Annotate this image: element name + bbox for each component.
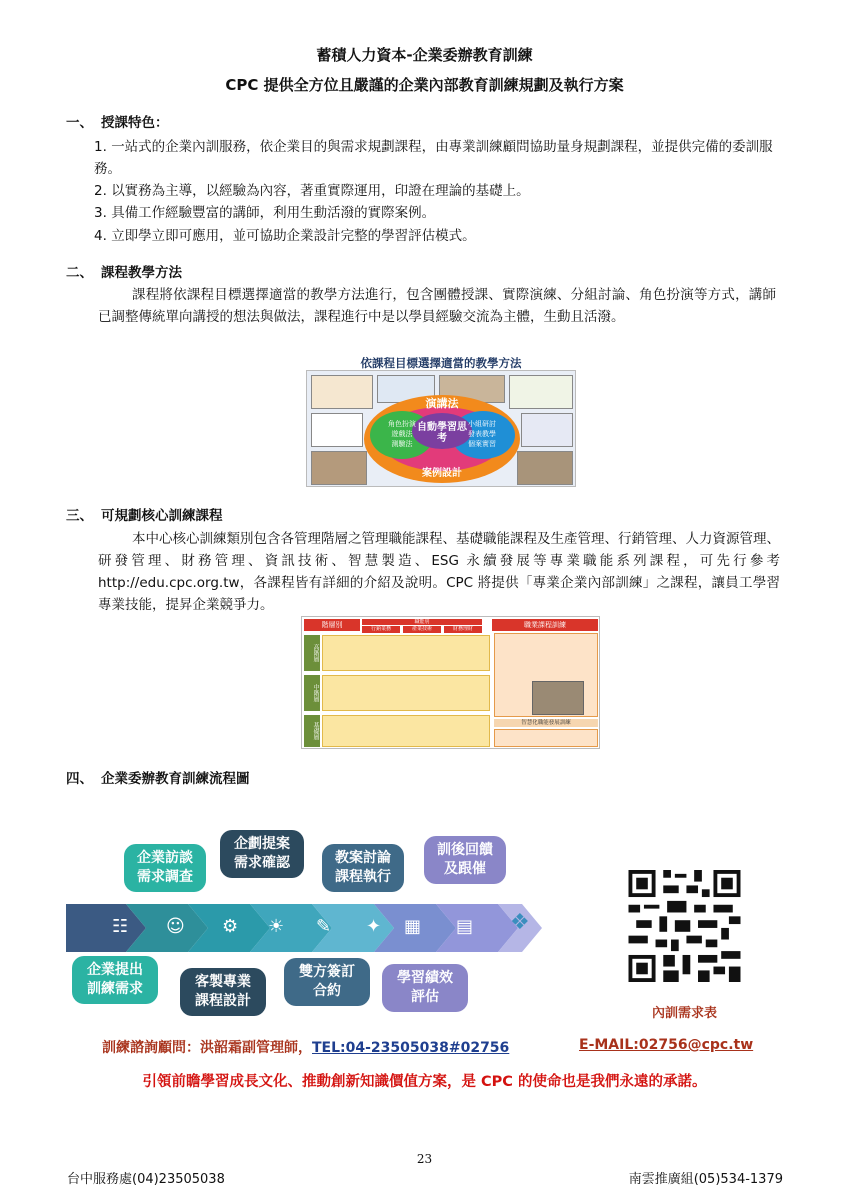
idea-icon: ☀ xyxy=(268,916,285,937)
list-item: 3. 具備工作經驗豐富的講師，利用生動活潑的實際案例。 xyxy=(94,205,436,221)
figure-bottom-label: 案例設計 xyxy=(422,468,462,479)
wifi-people-icon: ❖ xyxy=(510,910,530,935)
report-icon: ▤ xyxy=(456,916,474,937)
figure-top-label: 演講法 xyxy=(425,397,459,410)
figure-right-labels: 小組研討 發表教學 個案實習 xyxy=(468,420,496,448)
tel-link[interactable]: TEL:04-23505038#02756 xyxy=(312,1040,510,1056)
core-courses-figure: 階層別 職能別 行銷業務 產業技術 財務理財 職業課程訓練 高階層 中階層 基礎層 智慧化職能發展訓練 xyxy=(301,616,600,749)
section2-heading: 二、 課程教學方法 xyxy=(66,265,182,281)
section1-number: 一、 xyxy=(66,115,93,131)
training-flow-chart xyxy=(66,830,566,1020)
footer-left: 台中服務處(04)23505038 xyxy=(67,1172,225,1187)
people-icon: ☺ xyxy=(166,916,185,937)
network-icon: ✦ xyxy=(366,916,382,937)
list-item: 2. 以實務為主導，以經驗為內容，著重實際運用，印證在理論的基礎上。 xyxy=(94,183,530,199)
figure2-header-mid: 職能別 xyxy=(362,619,482,625)
figure-left-labels: 角色扮演 遊戲法 測驗法 xyxy=(388,420,416,448)
mission-statement: 引領前瞻學習成長文化、推動創新知識價值方案，是 CPC 的使命也是我們永遠的承諾。 xyxy=(142,1074,707,1090)
contact-label: 訓練諮詢顧問：洪韶霜副管理師， xyxy=(102,1040,312,1056)
section4-title: 企業委辦教育訓練流程圖 xyxy=(101,771,250,787)
level-high: 高階層 xyxy=(304,635,320,671)
flow-step-contract: 雙方簽訂 合約 xyxy=(284,958,370,1006)
flow-step-visit: 企業訪談 需求調查 xyxy=(124,844,206,892)
course-grid-base xyxy=(322,715,490,747)
qr-caption: 內訓需求表 xyxy=(651,1006,717,1021)
flow-step-design: 客製專業 課程設計 xyxy=(180,968,266,1016)
figure2-header-right: 職業課程訓練 xyxy=(492,619,598,631)
level-base: 基礎層 xyxy=(304,715,320,747)
section2-title: 課程教學方法 xyxy=(101,265,182,281)
classroom-photo xyxy=(532,681,584,715)
flow-step-execution: 教案討論 課程執行 xyxy=(322,844,404,892)
qr-code-icon[interactable] xyxy=(627,870,742,982)
smart-training-label: 智慧化職能發展訓練 xyxy=(494,719,598,727)
list-item: 1. 一站式的企業內訓服務，依企業目的與需求規劃課程，由專業訓練顧問協助量身規劃課程，並提供完備的委訓服務。 xyxy=(94,139,773,177)
email-link[interactable]: E-MAIL:02756@cpc.tw xyxy=(579,1037,754,1053)
figure-center-label: 自動學習思考 xyxy=(417,422,467,444)
course-grid-high xyxy=(322,635,490,671)
flow-step-request: 企業提出 訓練需求 xyxy=(72,956,158,1004)
smart-training-panel xyxy=(494,729,598,747)
teaching-methods-figure xyxy=(306,370,576,487)
section3-paragraph: 本中心核心訓練類別包含各管理階層之管理職能課程、基礎職能課程及生產管理、行銷管理、人力資源管理、研發管理、財務管理、資訊技術、智慧製造、ESG 永續發展等專業職能系列課程，可先行參考 http://edu.cpc.org.tw，各課程皆有詳細的介紹及說明。CPC 將提供「專業企業內部訓練」之課程，讓員工學習專業技能，提昇企業競爭力。 xyxy=(98,531,780,613)
level-mid: 中階層 xyxy=(304,675,320,711)
flow-step-feedback: 訓後回饋 及跟催 xyxy=(424,836,506,884)
page-title: 蓄積人力資本-企業委辦教育訓練 xyxy=(316,46,533,64)
section1-heading xyxy=(66,111,169,131)
section2-paragraph: 課程將依課程目標選擇適當的教學方法進行，包含團體授課、實際演練、分組討論、角色扮演等方式，講師已調整傳統單向講授的想法與做法，課程進行中是以學員經驗交流為主體，生動且活潑。 xyxy=(98,287,776,325)
flow-step-evaluation: 學習績效 評估 xyxy=(382,964,468,1012)
list-item: 4. 立即學立即可應用，並可協助企業設計完整的學習評估模式。 xyxy=(94,228,476,244)
figure2-header-left: 階層別 xyxy=(304,619,360,631)
presentation-icon: ▦ xyxy=(404,916,422,937)
figure1-caption: 依課程目標選擇適當的教學方法 xyxy=(360,356,522,370)
flow-step-proposal: 企劃提案 需求確認 xyxy=(220,830,304,878)
footer-right: 南雲推廣組(05)534-1379 xyxy=(628,1172,783,1187)
page-number: 23 xyxy=(416,1152,433,1166)
section3-heading: 三、 可規劃核心訓練課程 xyxy=(66,508,223,524)
contract-icon: ✎ xyxy=(316,916,332,937)
section4-heading: 四、 企業委辦教育訓練流程圖 xyxy=(66,771,250,787)
contact-line xyxy=(102,1037,509,1057)
page-subtitle: CPC 提供全方位且嚴謹的企業內部教育訓練規劃及執行方案 xyxy=(225,76,624,94)
section3-title: 可規劃核心訓練課程 xyxy=(101,508,223,524)
section1-title: 授課特色： xyxy=(101,115,169,131)
document-icon: ☷ xyxy=(112,916,129,937)
gear-icon: ⚙ xyxy=(222,916,239,937)
course-grid-mid xyxy=(322,675,490,711)
